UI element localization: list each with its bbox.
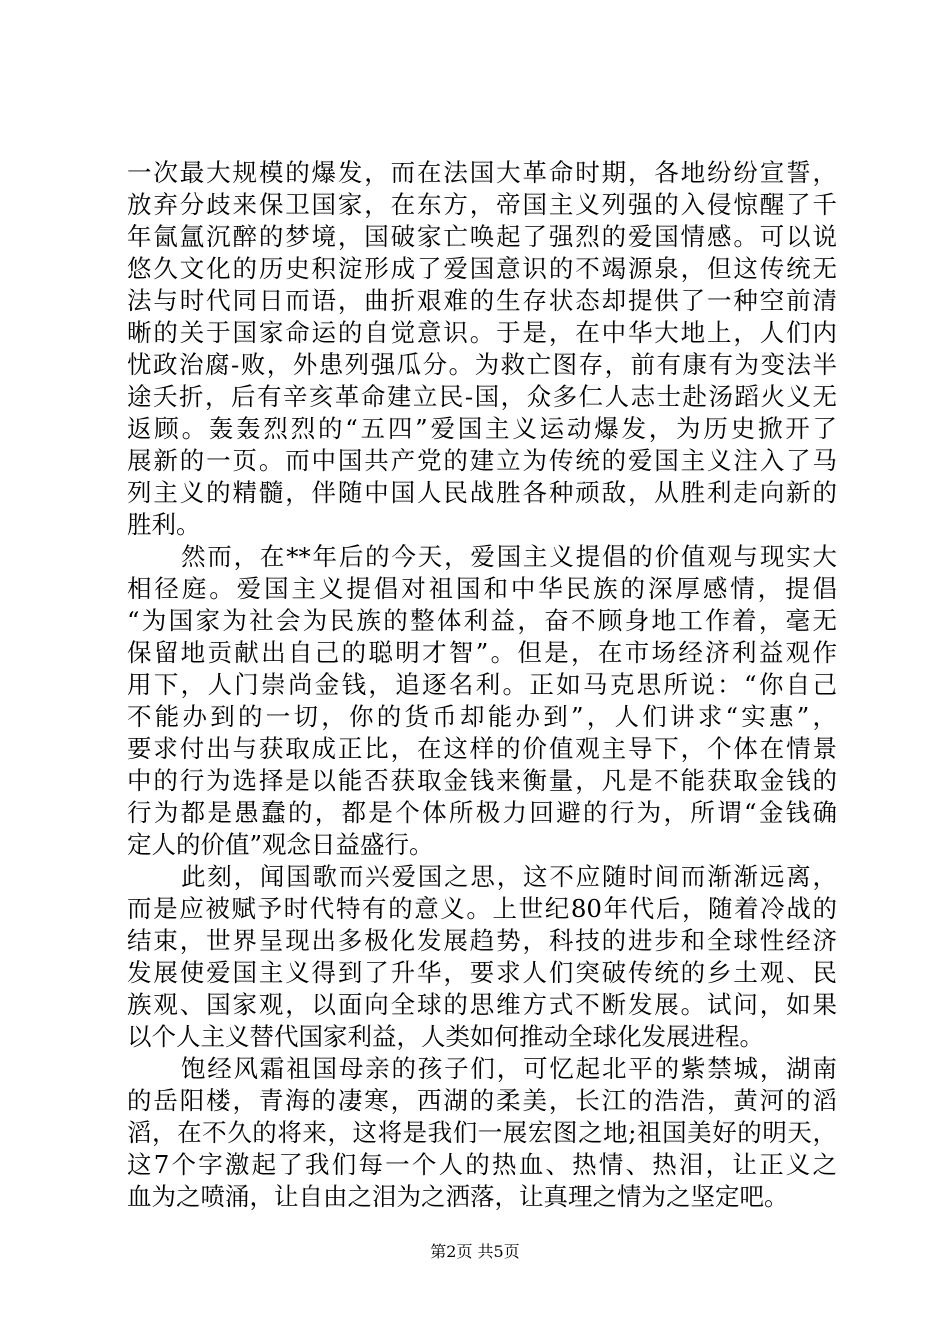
document-body: [127, 157, 837, 1213]
text-line: “为国家为社会为民族的整体利益，奋不顾身地工作着，毫无: [127, 606, 837, 635]
text-line: 相径庭。爱国主义提倡对祖国和中华民族的深厚感情，提倡: [127, 574, 837, 603]
text-line: 结束，世界呈现出多极化发展趋势，科技的进步和全球性经济: [127, 926, 837, 955]
text-line: 的岳阳楼，青海的凄寒，西湖的柔美，长江的浩浩，黄河的滔: [127, 1086, 837, 1115]
text-line: 而是应被赋予时代特有的意义。上世纪80年代后，随着冷战的: [127, 894, 837, 923]
text-line: 定人的价值”观念日益盛行。: [127, 830, 434, 859]
text-line: 然而，在**年后的今天，爱国主义提倡的价值观与现实大: [181, 542, 837, 571]
text-line: 展新的一页。而中国共产党的建立为传统的爱国主义注入了马: [127, 446, 837, 475]
text-line: 一次最大规模的爆发，而在法国大革命时期，各地纷纷宣誓，: [127, 158, 837, 187]
text-line: 法与时代同日而语，曲折艰难的生存状态却提供了一种空前清: [127, 286, 837, 315]
text-line: 行为都是愚蠢的，都是个体所极力回避的行为，所谓“金钱确: [127, 798, 837, 827]
text-line: 要求付出与获取成正比，在这样的价值观主导下，个体在情景: [127, 734, 837, 763]
text-line: 年氤氲沉醉的梦境，国破家亡唤起了强烈的爱国情感。可以说: [127, 222, 837, 251]
text-line: 保留地贡献出自己的聪明才智”。但是，在市场经济利益观作: [127, 638, 837, 667]
text-line: 返顾。轰轰烈烈的“五四”爱国主义运动爆发，为历史掀开了: [127, 414, 837, 443]
text-line: 忧政治腐-败，外患列强瓜分。为救亡图存，前有康有为变法半: [127, 350, 837, 379]
text-line: 族观、国家观，以面向全球的思维方式不断发展。试问，如果: [127, 990, 837, 1019]
text-line: 发展使爱国主义得到了升华，要求人们突破传统的乡土观、民: [127, 958, 837, 987]
text-line: 饱经风霜祖国母亲的孩子们，可忆起北平的紫禁城，湖南: [181, 1054, 837, 1083]
text-line: 放弃分歧来保卫国家，在东方，帝国主义列强的入侵惊醒了千: [127, 190, 837, 219]
text-line: 此刻，闻国歌而兴爱国之思，这不应随时间而渐渐远离，: [181, 862, 837, 891]
text-line: 血为之喷涌，让自由之泪为之洒落，让真理之情为之坚定吧。: [127, 1182, 789, 1211]
text-line: 这7个字激起了我们每一个人的热血、热情、热泪，让正义之: [127, 1150, 837, 1179]
text-line: 列主义的精髓，伴随中国人民战胜各种顽敌，从胜利走向新的: [127, 478, 837, 507]
text-line: 胜利。: [127, 510, 201, 539]
text-line: 晰的关于国家命运的自觉意识。于是，在中华大地上，人们内: [127, 318, 837, 347]
text-line: 滔，在不久的将来，这将是我们一展宏图之地;祖国美好的明天，: [127, 1118, 837, 1147]
text-line: 途夭折，后有辛亥革命建立民-国，众多仁人志士赴汤蹈火义无: [127, 382, 837, 411]
page-number-footer: 第2页 共5页: [430, 1242, 520, 1261]
text-line: 用下，人门崇尚金钱，追逐名利。正如马克思所说：“你自己: [127, 670, 837, 699]
text-line: 不能办到的一切，你的货币却能办到”，人们讲求“实惠”，: [127, 702, 837, 731]
text-line: 中的行为选择是以能否获取金钱来衡量，凡是不能获取金钱的: [127, 766, 837, 795]
text-line: 以个人主义替代国家利益，人类如何推动全球化发展进程。: [127, 1022, 764, 1051]
text-line: 悠久文化的历史积淀形成了爱国意识的不竭源泉，但这传统无: [127, 254, 837, 283]
